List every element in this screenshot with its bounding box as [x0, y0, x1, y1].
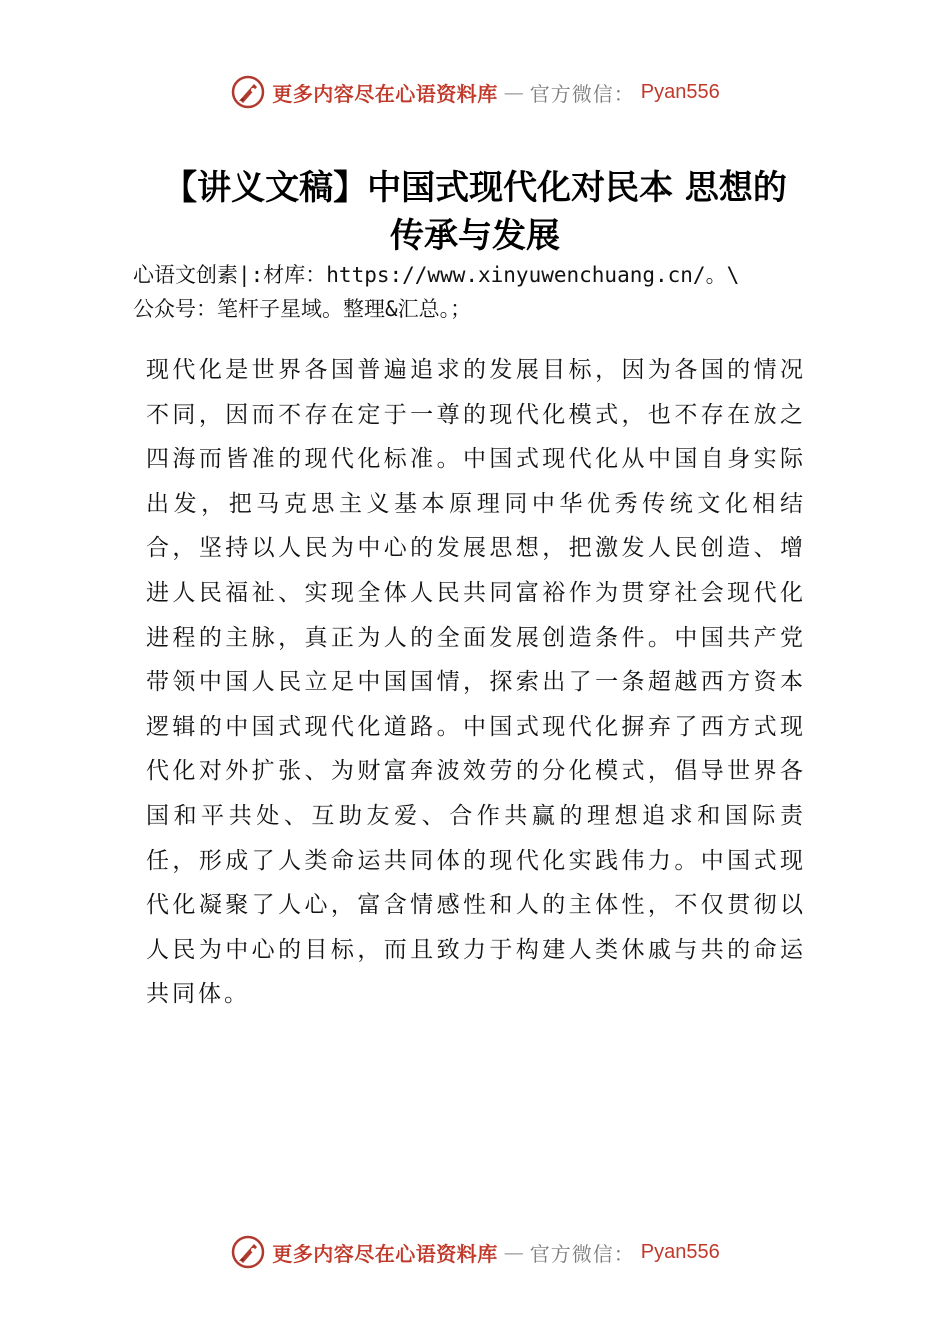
banner-dash: — [503, 80, 524, 104]
footer-banner [0, 1232, 950, 1272]
pen-nib-logo-icon [230, 74, 266, 110]
banner-dash: — [503, 1240, 524, 1264]
banner-wechat-id: Pyan556 [640, 1240, 720, 1263]
banner-main-text: 更多内容尽在心语资料库 [272, 1241, 498, 1266]
body-paragraph: 现代化是世界各国普遍追求的发展目标，因为各国的情况不同，因而不存在定于一尊的现代化模式，也不存在放之四海而皆准的现代化标准。中国式现代化从中国自身实际出发，把马克思主义基本原理同中华优秀传统文化相结合，坚持以人民为中心的发展思想，把激发人民创造、增进人民福祉、实现全体人民共同富裕作为贯穿社会现代化进程的主脉，真正为人的全面发展创造条件。中国共产党带领中国人民立足中国国情，探索出了一条超越西方资本逻辑的中国式现代化道路。中国式现代化摒弃了西方式现代化对外扩张、为财富奔波效劳的分化模式，倡导世界各国和平共处、互助友爱、合作共赢的理想追求和国际责任，形成了人类命运共同体的现代化实践伟力。中国式现代化凝聚了人心，富含情感性和人的主体性，不仅贯彻以人民为中心的目标，而且致力于构建人类休戚与共的命运共同体。 [146, 357, 806, 1008]
banner-wechat-label: 官方微信： [529, 1241, 635, 1266]
source-note [133, 258, 833, 326]
source-line-2: 公众号：笔杆子星域。整理&汇总。； [133, 297, 472, 321]
banner-wechat-label: 官方微信： [529, 81, 635, 106]
header-banner [0, 72, 950, 112]
banner-main-text: 更多内容尽在心语资料库 [272, 81, 498, 106]
source-line-1: 心语文创素|:材库：https://www.xinyuwenchuang.cn/。\ [133, 263, 740, 287]
banner-wechat-id: Pyan556 [640, 80, 720, 103]
pen-nib-logo-icon [230, 1234, 266, 1270]
title-line-2: 传承与发展 [390, 216, 560, 256]
title-line-1: 【讲义文稿】中国式现代化对民本 思想的 [163, 168, 787, 208]
document-title [120, 164, 830, 260]
